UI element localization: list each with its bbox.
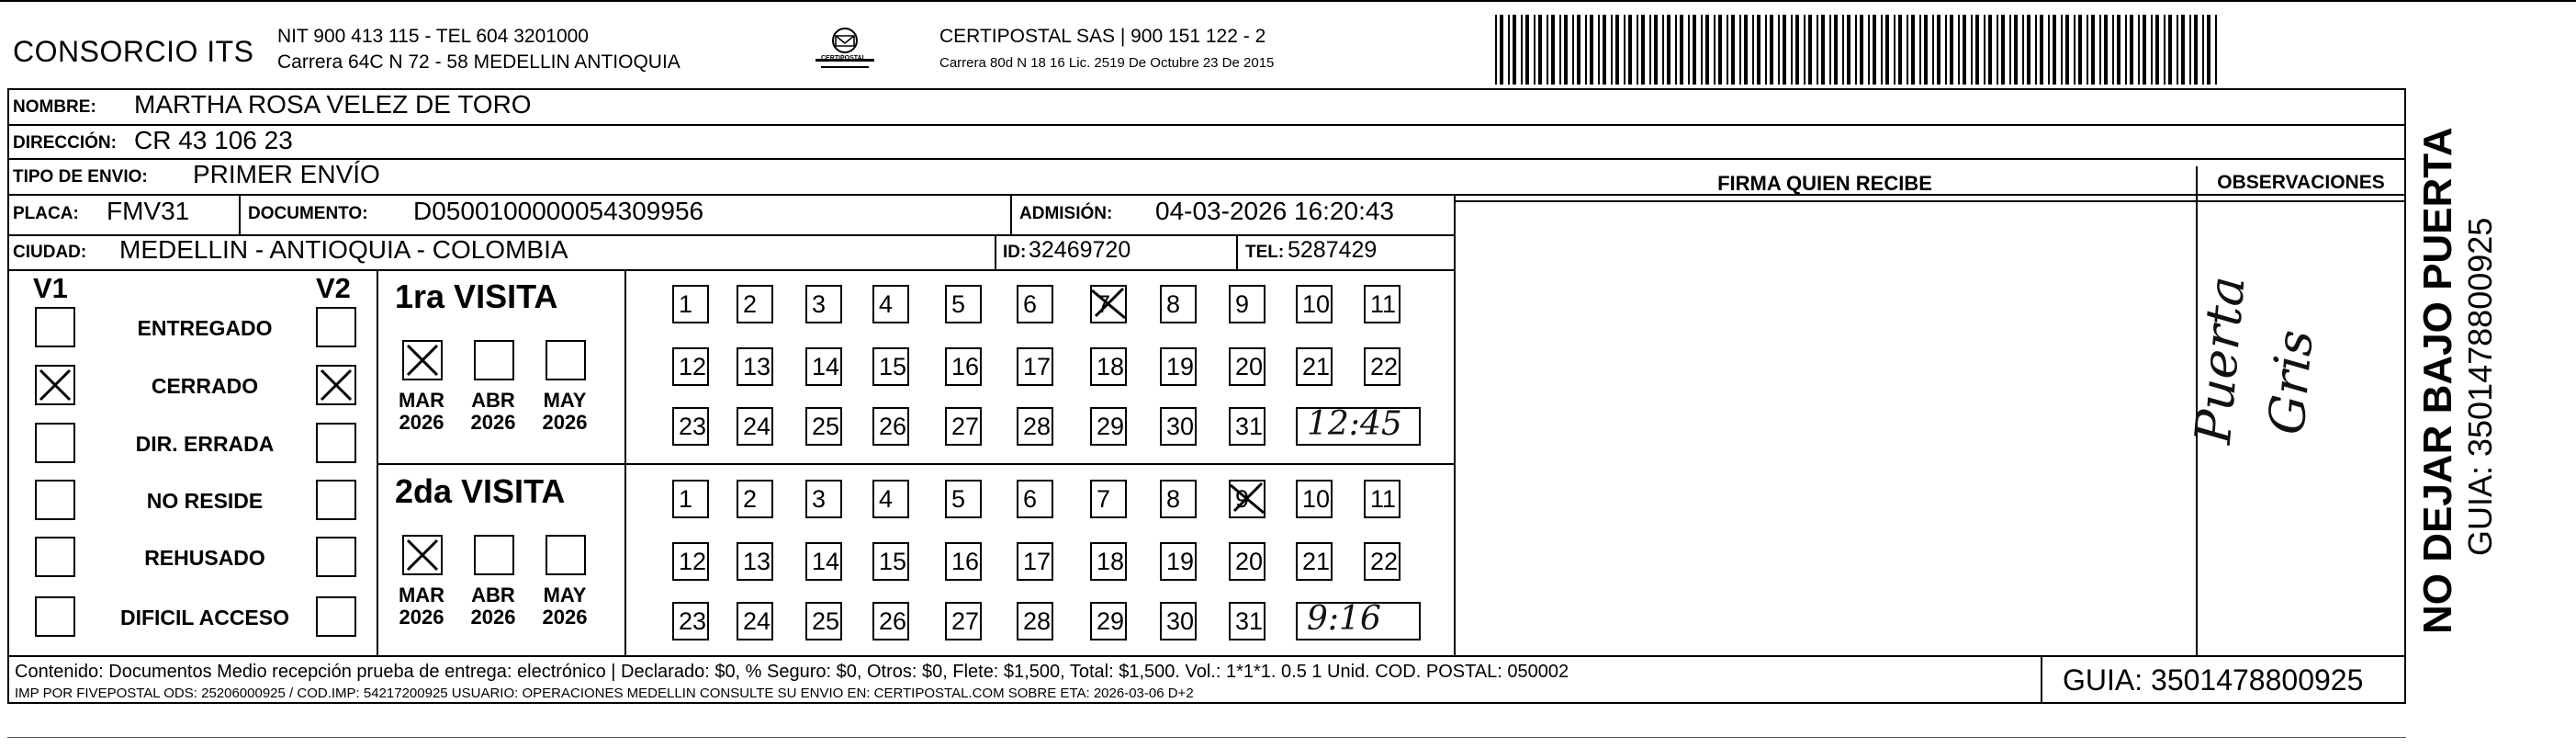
barcode-bar bbox=[2164, 15, 2165, 85]
month-label: MAY bbox=[543, 389, 587, 412]
day-box[interactable]: 26 bbox=[872, 407, 909, 446]
barcode-bar bbox=[1834, 15, 1838, 85]
barcode-bar bbox=[1770, 15, 1773, 85]
status-option-label: ENTREGADO bbox=[137, 316, 273, 340]
barcode-bar bbox=[1547, 15, 1548, 85]
barcode-bar bbox=[1847, 15, 1850, 85]
barcode-bar bbox=[1829, 15, 1831, 85]
day-box[interactable]: 29 bbox=[1090, 602, 1127, 640]
barcode-bar bbox=[1783, 15, 1786, 85]
day-box[interactable]: 4 bbox=[872, 480, 909, 518]
id-label: ID: bbox=[1003, 243, 1027, 262]
barcode-bar bbox=[1984, 15, 1985, 85]
barcode-bar bbox=[2078, 15, 2082, 85]
carrier-info: CERTIPOSTAL SAS | 900 151 122 - 2 bbox=[939, 26, 1266, 47]
barcode-bar bbox=[2027, 15, 2030, 85]
day-box[interactable]: 7 bbox=[1090, 480, 1127, 518]
barcode-bar bbox=[2117, 15, 2120, 85]
day-box[interactable]: 15 bbox=[872, 347, 909, 386]
day-box[interactable]: 23 bbox=[672, 602, 709, 640]
barcode-bar bbox=[1508, 15, 1510, 85]
barcode-bar bbox=[1971, 15, 1973, 85]
barcode-bar bbox=[2207, 15, 2210, 85]
barcode-bar bbox=[1945, 15, 1947, 85]
month-year-label bbox=[461, 390, 525, 434]
barcode-bar bbox=[2048, 15, 2050, 85]
year-label: 2026 bbox=[399, 411, 444, 434]
documento-label: DOCUMENTO: bbox=[248, 204, 368, 223]
day-box[interactable]: 11 bbox=[1364, 480, 1400, 518]
barcode-bar bbox=[1868, 15, 1870, 85]
day-box[interactable]: 12 bbox=[672, 347, 709, 386]
month-year-label bbox=[461, 584, 525, 629]
barcode-bar bbox=[2001, 15, 2005, 85]
barcode-bar bbox=[2151, 15, 2153, 85]
v1-checkbox-5[interactable] bbox=[35, 596, 75, 637]
day-box[interactable]: 30 bbox=[1160, 407, 1197, 446]
tel-value: 5287429 bbox=[1288, 237, 1378, 263]
month-checkbox-mar[interactable] bbox=[402, 535, 443, 575]
barcode-bar bbox=[1667, 15, 1670, 85]
barcode-bar bbox=[1680, 15, 1683, 85]
barcode-bar bbox=[1727, 15, 1728, 85]
month-label: MAR bbox=[398, 389, 445, 412]
day-box[interactable]: 25 bbox=[805, 602, 842, 640]
nombre-value: MARTHA ROSA VELEZ DE TORO bbox=[134, 90, 532, 119]
barcode-bar bbox=[1997, 15, 1998, 85]
barcode-bar bbox=[2053, 15, 2056, 85]
barcode-bar bbox=[1714, 15, 1715, 85]
barcode-bar bbox=[1765, 15, 1767, 85]
day-box[interactable]: 8 bbox=[1160, 285, 1197, 323]
barcode-bar bbox=[1894, 15, 1895, 85]
barcode-bar bbox=[1808, 15, 1812, 85]
day-box[interactable]: 21 bbox=[1296, 347, 1333, 386]
ciudad-label: CIUDAD: bbox=[13, 243, 87, 262]
month-year-label bbox=[533, 584, 597, 629]
day-box[interactable]: 19 bbox=[1160, 347, 1197, 386]
day-box[interactable]: 5 bbox=[945, 285, 982, 323]
v2-checkbox-3[interactable] bbox=[316, 480, 356, 520]
day-box[interactable]: 31 bbox=[1229, 602, 1266, 640]
time-box[interactable] bbox=[1296, 407, 1421, 446]
barcode-bar bbox=[1705, 15, 1709, 85]
envelope-icon bbox=[808, 22, 882, 77]
day-box[interactable]: 9 bbox=[1229, 480, 1266, 518]
year-label: 2026 bbox=[470, 411, 516, 434]
barcode-bar bbox=[1559, 15, 1561, 85]
direccion-label: DIRECCIÓN: bbox=[13, 133, 117, 153]
v2-checkbox-5[interactable] bbox=[316, 596, 356, 637]
day-box[interactable]: 2 bbox=[737, 480, 773, 518]
day-box[interactable]: 13 bbox=[737, 542, 773, 581]
day-box[interactable]: 13 bbox=[737, 347, 773, 386]
observation-handwritten-2: Gris bbox=[2257, 327, 2324, 437]
day-box[interactable]: 25 bbox=[805, 407, 842, 446]
footer-guia: GUIA: 3501478800925 bbox=[2063, 663, 2364, 697]
day-box[interactable]: 3 bbox=[805, 285, 842, 323]
barcode bbox=[1495, 15, 2221, 85]
barcode-bar bbox=[2194, 15, 2198, 85]
day-box[interactable]: 1 bbox=[672, 480, 709, 518]
side-warning: NO DEJAR BAJO PUERTA bbox=[2415, 127, 2460, 634]
status-option-label: DIFICIL ACCESO bbox=[119, 606, 289, 629]
barcode-bar bbox=[1628, 15, 1632, 85]
barcode-bar bbox=[1525, 15, 1529, 85]
barcode-bar bbox=[1744, 15, 1748, 85]
barcode-bar bbox=[1950, 15, 1953, 85]
barcode-bar bbox=[1534, 15, 1535, 85]
barcode-bar bbox=[1564, 15, 1568, 85]
barcode-bar bbox=[1572, 15, 1574, 85]
day-box[interactable]: 12 bbox=[672, 542, 709, 581]
month-label: MAR bbox=[398, 584, 445, 606]
barcode-bar bbox=[1577, 15, 1580, 85]
day-box[interactable]: 27 bbox=[945, 602, 982, 640]
barcode-bar bbox=[2091, 15, 2095, 85]
barcode-bar bbox=[1590, 15, 1593, 85]
barcode-bar bbox=[1611, 15, 1613, 85]
v2-checkbox-1[interactable] bbox=[316, 365, 356, 405]
barcode-bar bbox=[2143, 15, 2146, 85]
barcode-bar bbox=[2087, 15, 2088, 85]
barcode-bar bbox=[2022, 15, 2024, 85]
placa-label: PLACA: bbox=[13, 204, 79, 223]
v2-label: V2 bbox=[316, 272, 351, 304]
barcode-bar bbox=[2035, 15, 2037, 85]
status-option-label: CERRADO bbox=[151, 374, 259, 398]
barcode-bar bbox=[1804, 15, 1805, 85]
company-nit: NIT 900 413 115 - TEL 604 3201000 bbox=[277, 26, 589, 47]
day-box[interactable]: 7 bbox=[1090, 285, 1127, 323]
day-box[interactable]: 10 bbox=[1296, 285, 1333, 323]
day-box[interactable]: 20 bbox=[1229, 347, 1266, 386]
admision-value: 04-03-2026 16:20:43 bbox=[1155, 197, 1394, 225]
barcode-bar bbox=[1817, 15, 1818, 85]
barcode-bar bbox=[1500, 15, 1503, 85]
barcode-bar bbox=[2181, 15, 2185, 85]
barcode-bar bbox=[1855, 15, 1857, 85]
barcode-bar bbox=[1731, 15, 1735, 85]
day-box[interactable]: 2 bbox=[737, 285, 773, 323]
month-checkbox-may[interactable] bbox=[546, 535, 586, 575]
v1-checkbox-0[interactable] bbox=[35, 307, 75, 347]
barcode-bar bbox=[1881, 15, 1883, 85]
day-box[interactable]: 6 bbox=[1017, 480, 1053, 518]
direccion-value: CR 43 106 23 bbox=[134, 126, 293, 154]
tipo-envio-label: TIPO DE ENVIO: bbox=[13, 167, 148, 187]
day-box[interactable]: 30 bbox=[1160, 602, 1197, 640]
barcode-bar bbox=[1675, 15, 1677, 85]
barcode-bar bbox=[1873, 15, 1876, 85]
status-option-label: DIR. ERRADA bbox=[135, 432, 275, 456]
day-box[interactable]: 1 bbox=[672, 285, 709, 323]
day-box[interactable]: 21 bbox=[1296, 542, 1333, 581]
signature-area bbox=[1454, 202, 2196, 655]
year-label: 2026 bbox=[542, 606, 588, 629]
barcode-bar bbox=[1701, 15, 1703, 85]
barcode-bar bbox=[2009, 15, 2011, 85]
barcode-bar bbox=[1739, 15, 1741, 85]
barcode-bar bbox=[1898, 15, 1902, 85]
barcode-bar bbox=[1757, 15, 1760, 85]
visit-title: 1ra VISITA bbox=[395, 278, 558, 315]
v1-label: V1 bbox=[33, 272, 68, 304]
status-option-label: REHUSADO bbox=[144, 546, 265, 570]
carrier-license: Carrera 80d N 18 16 Lic. 2519 De Octubre 23 De 2015 bbox=[939, 55, 1275, 71]
barcode-bar bbox=[2177, 15, 2178, 85]
day-box[interactable]: 3 bbox=[805, 480, 842, 518]
nombre-label: NOMBRE: bbox=[13, 97, 96, 117]
barcode-bar bbox=[1752, 15, 1754, 85]
year-label: 2026 bbox=[542, 411, 588, 434]
barcode-bar bbox=[1975, 15, 1979, 85]
barcode-bar bbox=[2130, 15, 2133, 85]
barcode-bar bbox=[2014, 15, 2018, 85]
month-label: ABR bbox=[471, 584, 515, 606]
admision-label: ADMISIÓN: bbox=[1019, 204, 1113, 223]
barcode-bar bbox=[2104, 15, 2108, 85]
id-value: 32469720 bbox=[1029, 237, 1131, 263]
visit-title: 2da VISITA bbox=[395, 472, 566, 510]
barcode-bar bbox=[1598, 15, 1600, 85]
v1-checkbox-1[interactable] bbox=[35, 365, 75, 405]
barcode-bar bbox=[2061, 15, 2063, 85]
day-mark-icon bbox=[1090, 285, 1127, 322]
barcode-bar bbox=[1603, 15, 1606, 85]
barcode-bar bbox=[1495, 15, 1497, 85]
barcode-bar bbox=[1919, 15, 1921, 85]
barcode-bar bbox=[1551, 15, 1555, 85]
month-year-label bbox=[389, 584, 454, 629]
month-label: ABR bbox=[471, 389, 515, 412]
barcode-bar bbox=[1585, 15, 1587, 85]
handwritten-time: 12:45 bbox=[1307, 405, 1402, 443]
barcode-bar bbox=[1860, 15, 1863, 85]
day-box[interactable]: 28 bbox=[1017, 602, 1053, 640]
ciudad-value: MEDELLIN - ANTIOQUIA - COLOMBIA bbox=[119, 235, 568, 264]
month-checkbox-mar[interactable] bbox=[402, 340, 443, 380]
barcode-bar bbox=[1911, 15, 1915, 85]
day-box[interactable]: 8 bbox=[1160, 480, 1197, 518]
barcode-bar bbox=[1521, 15, 1523, 85]
day-box[interactable]: 6 bbox=[1017, 285, 1053, 323]
carrier-logo bbox=[808, 22, 882, 77]
barcode-bar bbox=[2202, 15, 2204, 85]
barcode-bar bbox=[2189, 15, 2191, 85]
month-label: MAY bbox=[543, 584, 587, 606]
barcode-bar bbox=[1718, 15, 1722, 85]
v1-checkbox-3[interactable] bbox=[35, 480, 75, 520]
barcode-bar bbox=[1693, 15, 1696, 85]
barcode-bar bbox=[1937, 15, 1940, 85]
check-mark-icon bbox=[404, 537, 441, 573]
barcode-bar bbox=[1924, 15, 1928, 85]
barcode-bar bbox=[1688, 15, 1690, 85]
barcode-bar bbox=[1795, 15, 1799, 85]
barcode-bar bbox=[1842, 15, 1844, 85]
day-box[interactable]: 22 bbox=[1364, 542, 1400, 581]
day-box[interactable]: 31 bbox=[1229, 407, 1266, 446]
observaciones-header: OBSERVACIONES bbox=[2217, 172, 2385, 193]
barcode-bar bbox=[2215, 15, 2217, 85]
barcode-bar bbox=[2125, 15, 2127, 85]
status-option-label: NO RESIDE bbox=[146, 489, 264, 513]
day-box[interactable]: 14 bbox=[805, 542, 842, 581]
company-name: CONSORCIO ITS bbox=[13, 35, 254, 68]
barcode-bar bbox=[1958, 15, 1960, 85]
day-box[interactable]: 16 bbox=[945, 347, 982, 386]
day-box[interactable]: 9 bbox=[1229, 285, 1266, 323]
day-box[interactable]: 18 bbox=[1090, 542, 1127, 581]
day-box[interactable]: 20 bbox=[1229, 542, 1266, 581]
day-box[interactable]: 14 bbox=[805, 347, 842, 386]
barcode-bar bbox=[1885, 15, 1889, 85]
day-box[interactable]: 16 bbox=[945, 542, 982, 581]
barcode-bar bbox=[1513, 15, 1516, 85]
day-box[interactable]: 17 bbox=[1017, 347, 1053, 386]
day-box[interactable]: 24 bbox=[737, 602, 773, 640]
handwritten-time: 9:16 bbox=[1307, 600, 1381, 638]
barcode-bar bbox=[2040, 15, 2043, 85]
v2-checkbox-0[interactable] bbox=[316, 307, 356, 347]
check-mark-icon bbox=[37, 367, 73, 403]
barcode-bar bbox=[2155, 15, 2159, 85]
footer-content: Contenido: Documentos Medio recepción prueba de entrega: electrónico | Declarado: $0, % Seguro: $0, Otros: $0, Flete: $1,500, Total: $1,500. Vol.: 1*1*1. 0.5 1 Unid. COD. POSTAL: 050002 bbox=[15, 662, 1569, 682]
v1-checkbox-4[interactable] bbox=[35, 537, 75, 577]
day-box[interactable]: 4 bbox=[872, 285, 909, 323]
day-box[interactable]: 19 bbox=[1160, 542, 1197, 581]
barcode-bar bbox=[1654, 15, 1658, 85]
month-checkbox-abr[interactable] bbox=[474, 535, 514, 575]
day-box[interactable]: 10 bbox=[1296, 480, 1333, 518]
day-box[interactable]: 11 bbox=[1364, 285, 1400, 323]
check-mark-icon bbox=[404, 342, 441, 379]
barcode-bar bbox=[1963, 15, 1966, 85]
day-box[interactable]: 28 bbox=[1017, 407, 1053, 446]
tipo-envio-value: PRIMER ENVÍO bbox=[193, 160, 380, 188]
day-box[interactable]: 5 bbox=[945, 480, 982, 518]
barcode-bar bbox=[1907, 15, 1908, 85]
month-checkbox-may[interactable] bbox=[546, 340, 586, 380]
time-box[interactable] bbox=[1296, 602, 1421, 640]
day-box[interactable]: 26 bbox=[872, 602, 909, 640]
barcode-bar bbox=[2138, 15, 2140, 85]
day-box[interactable]: 24 bbox=[737, 407, 773, 446]
barcode-bar bbox=[2099, 15, 2101, 85]
observation-handwritten-1: Puerta bbox=[2184, 273, 2256, 447]
barcode-bar bbox=[1637, 15, 1638, 85]
barcode-bar bbox=[2065, 15, 2069, 85]
logo-text: CERTIPOSTAL bbox=[821, 55, 866, 62]
company-address: Carrera 64C N 72 - 58 MEDELLIN ANTIOQUIA bbox=[277, 51, 681, 73]
day-box[interactable]: 18 bbox=[1090, 347, 1127, 386]
day-box[interactable]: 17 bbox=[1017, 542, 1053, 581]
barcode-bar bbox=[2168, 15, 2172, 85]
barcode-bar bbox=[1821, 15, 1825, 85]
month-checkbox-abr[interactable] bbox=[474, 340, 514, 380]
day-box[interactable]: 22 bbox=[1364, 347, 1400, 386]
top-border bbox=[0, 0, 2576, 2]
day-box[interactable]: 29 bbox=[1090, 407, 1127, 446]
barcode-bar bbox=[1641, 15, 1645, 85]
barcode-bar bbox=[1988, 15, 1992, 85]
barcode-bar bbox=[1624, 15, 1625, 85]
barcode-bar bbox=[1791, 15, 1793, 85]
month-year-label bbox=[389, 390, 454, 434]
day-box[interactable]: 23 bbox=[672, 407, 709, 446]
v1-checkbox-2[interactable] bbox=[35, 423, 75, 463]
check-mark-icon bbox=[318, 367, 354, 403]
year-label: 2026 bbox=[399, 606, 444, 629]
firma-header: FIRMA QUIEN RECIBE bbox=[1717, 172, 1932, 195]
footer-meta: IMP POR FIVEPOSTAL ODS: 25206000925 / COD.IMP: 54217200925 USUARIO: OPERACIONES MEDELLIN CONSULTE SU ENVIO EN: CERTIPOSTAL.COM SOBRE ETA: 2026-03-06 D+2 bbox=[15, 686, 1194, 701]
v2-checkbox-4[interactable] bbox=[316, 537, 356, 577]
barcode-bar bbox=[1649, 15, 1651, 85]
day-box[interactable]: 15 bbox=[872, 542, 909, 581]
v2-checkbox-2[interactable] bbox=[316, 423, 356, 463]
barcode-bar bbox=[1662, 15, 1664, 85]
year-label: 2026 bbox=[470, 606, 516, 629]
tel-label: TEL: bbox=[1245, 243, 1285, 262]
barcode-bar bbox=[1615, 15, 1619, 85]
placa-value: FMV31 bbox=[107, 197, 190, 225]
documento-value: D0500100000054309956 bbox=[413, 197, 704, 225]
barcode-bar bbox=[2074, 15, 2075, 85]
barcode-bar bbox=[1538, 15, 1542, 85]
month-year-label bbox=[533, 390, 597, 434]
side-guia: GUIA: 3501478800925 bbox=[2461, 217, 2499, 556]
barcode-bar bbox=[1932, 15, 1934, 85]
barcode-bar bbox=[2112, 15, 2114, 85]
day-mark-icon bbox=[1229, 480, 1266, 516]
day-box[interactable]: 27 bbox=[945, 407, 982, 446]
barcode-bar bbox=[1778, 15, 1780, 85]
